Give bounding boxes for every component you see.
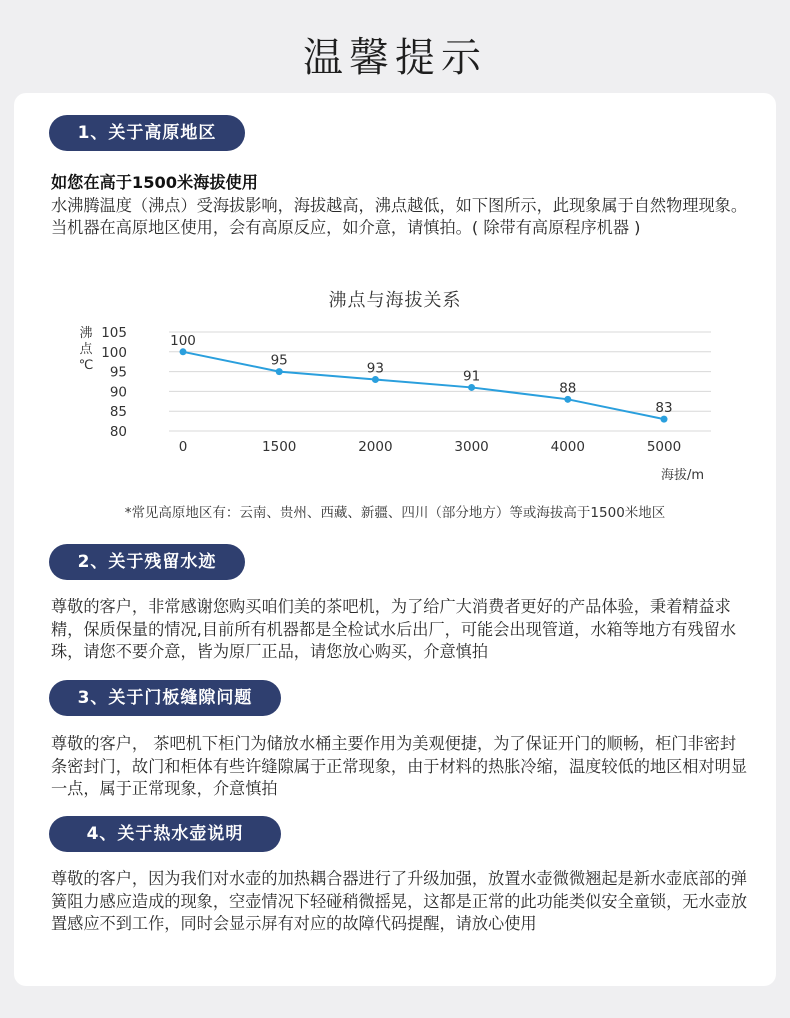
x-tick-label: 4000 — [550, 439, 585, 455]
y-tick-label: 100 — [101, 344, 127, 361]
y-axis-label: 沸点℃ — [78, 326, 94, 373]
data-point — [468, 384, 475, 391]
y-tick-label: 85 — [109, 404, 127, 421]
data-point — [372, 376, 379, 383]
data-label: 93 — [366, 360, 384, 377]
x-tick-label: 2000 — [358, 439, 393, 455]
data-point — [564, 396, 571, 403]
data-label: 91 — [463, 368, 481, 385]
section-4-body: 尊敬的客户，因为我们对水壶的加热耦合器进行了升级加强，放置水壶微微翘起是新水壶底部的弹簧阻力感应造成的现象，空壶情况下轻碰稍微摇晃，这都是正常的此功能类似安全童锁，无水壶放置感应不到工作，同时会显示屏有对应的故障代码提醒，请放心使用 — [51, 869, 748, 933]
data-point — [276, 368, 283, 375]
chart-note: *常见高原地区有：云南、贵州、西藏、新疆、四川（部分地方）等或海拔高于1500米地区 — [124, 505, 666, 521]
y-tick-label: 80 — [109, 424, 127, 440]
data-point — [661, 416, 668, 423]
data-label: 95 — [270, 352, 288, 369]
section-3-body: 尊敬的客户， 茶吧机下柜门为储放水桶主要作用为美观便捷，为了保证开门的顺畅，柜门非密封条密封门，故门和柜体有些许缝隙属于正常现象，由于材料的热胀冷缩，温度较低的地区相对明显一点，属于正常现象，介意慎拍 — [51, 734, 748, 798]
x-axis-label: 海拔/m — [660, 468, 704, 483]
y-tick-label: 95 — [109, 364, 127, 381]
x-tick-label: 5000 — [646, 439, 682, 455]
data-point — [180, 348, 187, 355]
section-1-body: 水沸腾温度（沸点）受海拔影响，海拔越高，沸点越低，如下图所示，此现象属于自然物理现象。当机器在高原地区使用，会有高原反应，如介意，请慎拍。( 除带有高原程序机器 ) — [51, 195, 748, 237]
section-3-heading: 3、关于门板缝隙问题 — [49, 680, 281, 716]
section-2-heading: 2、关于残留水迹 — [49, 544, 245, 580]
section-4-heading: 4、关于热水壶说明 — [49, 816, 281, 852]
section-2-body: 尊敬的客户，非常感谢您购买咱们美的茶吧机，为了给广大消费者更好的产品体验，秉着精益求精，保质保量的情况,目前所有机器都是全检试水后出厂，可能会出现管道，水箱等地方有残留水珠，请您不要介意，皆为原厂正品，请您放心购买，介意慎拍 — [51, 597, 737, 661]
section-1-subheading: 如您在高于1500米海拔使用 — [51, 173, 258, 192]
y-tick-label: 90 — [109, 384, 127, 401]
data-label: 83 — [655, 400, 673, 417]
boiling-point-chart — [14, 93, 776, 513]
data-label: 88 — [559, 380, 577, 397]
series-line — [183, 352, 664, 419]
section-1-heading: 1、关于高原地区 — [49, 115, 245, 151]
page-title: 温馨提示 — [303, 35, 487, 81]
x-tick-label: 3000 — [454, 439, 489, 455]
x-tick-label: 0 — [178, 439, 188, 455]
y-tick-label: 105 — [101, 325, 127, 341]
x-tick-label: 1500 — [262, 439, 297, 455]
chart-title: 沸点与海拔关系 — [328, 290, 462, 311]
data-label: 100 — [170, 332, 196, 349]
notice-card — [14, 93, 776, 986]
